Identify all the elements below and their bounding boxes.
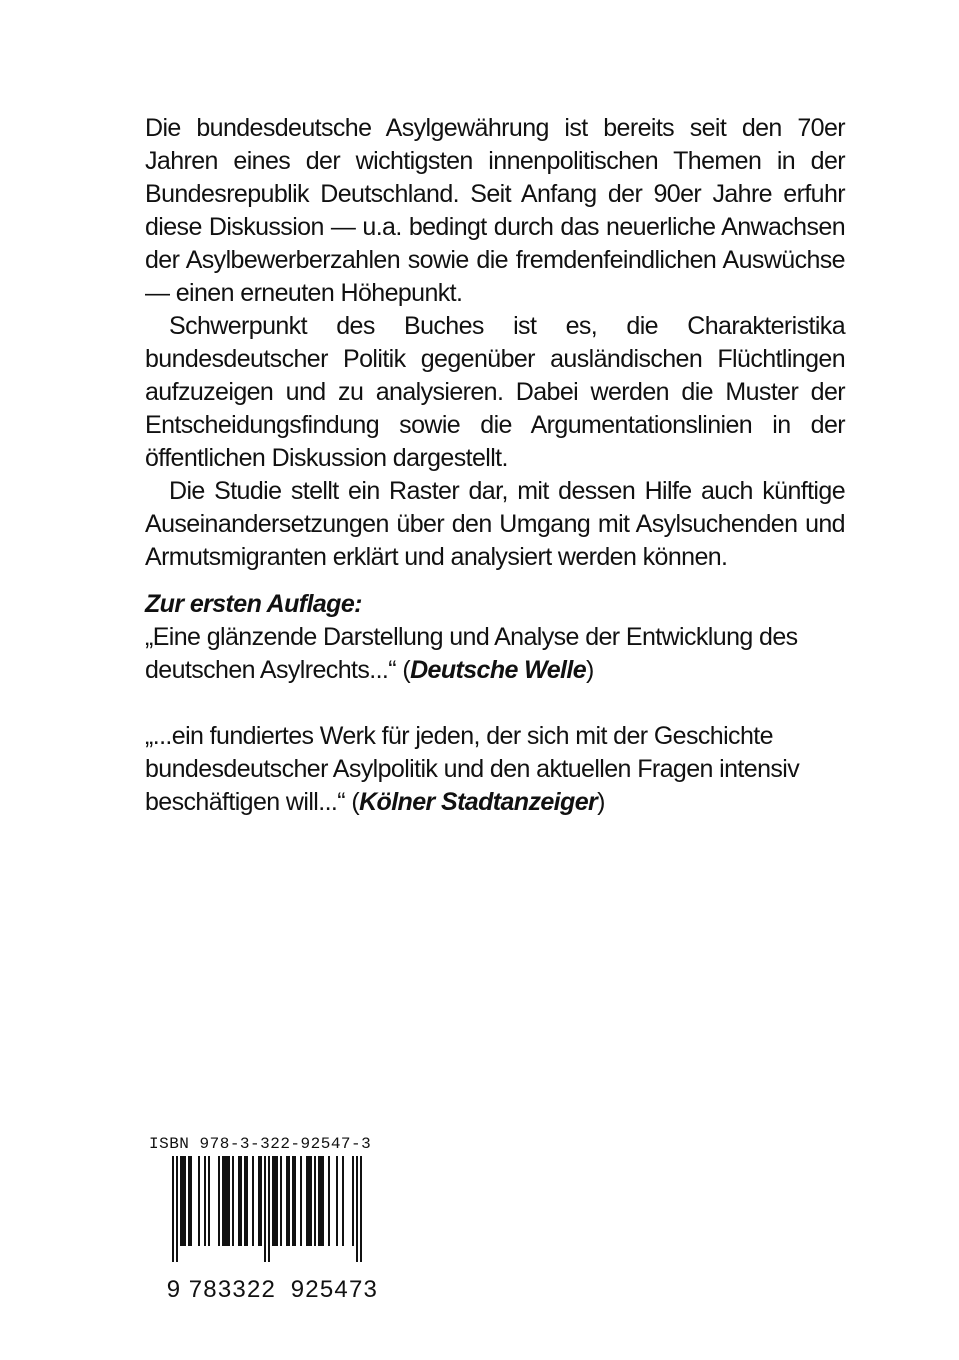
barcode-bar bbox=[246, 1156, 248, 1246]
review-source: Kölner Stadtanzeiger bbox=[359, 788, 598, 816]
barcode-bar bbox=[226, 1156, 228, 1246]
ean-left-group: 783322 bbox=[188, 1276, 277, 1303]
barcode-bar bbox=[182, 1156, 184, 1246]
barcode-bar bbox=[222, 1156, 224, 1246]
barcode-bar bbox=[306, 1156, 308, 1246]
description-paragraph-1: Die bundesdeutsche Asylgewährung ist bereits seit den 70er Jahren eines der wichtigsten innenpolitischen Themen in der Bundesrepublik Deutschland. Seit Anfang der 90er Jahre erfuhr diese Diskussion — u.a. bedingt durch das neuerliche Anwachsen der Asylbewerberzahlen sowie die fremdenfeindlichen Auswüchse — einen erneuten Höhepunkt. bbox=[145, 114, 845, 307]
isbn-label: ISBN 978-3-322-92547-3 bbox=[149, 1135, 372, 1153]
barcode-bar bbox=[318, 1156, 320, 1246]
barcode-bar bbox=[300, 1156, 302, 1246]
reviews-heading: Zur ersten Auflage: bbox=[145, 590, 362, 618]
review-quote-text: „Eine glänzende Darstellung und Analyse der Entwicklung des deutschen Asylrechts...“ ( bbox=[145, 623, 798, 684]
book-description bbox=[145, 112, 845, 574]
barcode-bar bbox=[224, 1156, 226, 1246]
barcode-bar bbox=[272, 1156, 274, 1246]
barcode-bar bbox=[238, 1156, 240, 1246]
barcode-bar bbox=[184, 1156, 186, 1246]
description-paragraph-2: Schwerpunkt des Buches ist es, die Charakteristika bundesdeutscher Politik gegenüber ausländischen Flüchtlingen aufzuzeigen und zu analysieren. Dabei werden die Muster der Entscheidungsfindung sowie die Argumentationslinien in der öffentlichen Diskussion dargestellt. bbox=[145, 312, 845, 472]
barcode-bar bbox=[276, 1156, 278, 1246]
barcode-bar bbox=[336, 1156, 338, 1246]
barcode-bar bbox=[180, 1156, 182, 1246]
barcode-bar bbox=[352, 1156, 354, 1246]
barcode-bar bbox=[190, 1156, 192, 1246]
review-quote-text: „...ein fundiertes Werk für jeden, der sich mit der Geschichte bundesdeutscher Asylpolitik und den aktuellen Fragen intensiv beschäftigen will...“ ( bbox=[145, 722, 800, 816]
ean-digits bbox=[151, 1248, 378, 1304]
ean-right-group: 925473 bbox=[290, 1276, 379, 1303]
review-source: Deutsche Welle bbox=[410, 656, 587, 684]
barcode-bar bbox=[308, 1156, 310, 1246]
barcode-bar bbox=[288, 1156, 290, 1246]
barcode-bar bbox=[322, 1156, 324, 1246]
barcode-bar bbox=[356, 1156, 358, 1262]
barcode-bar bbox=[208, 1156, 210, 1246]
barcode-bar bbox=[310, 1156, 312, 1246]
barcode-bar bbox=[232, 1156, 234, 1246]
barcode-bar bbox=[172, 1156, 174, 1262]
barcode-bar bbox=[342, 1156, 344, 1246]
barcode-bar bbox=[260, 1156, 262, 1246]
barcode-bar bbox=[320, 1156, 322, 1246]
barcode-bar bbox=[286, 1156, 288, 1246]
review-quote-1 bbox=[145, 621, 845, 687]
ean-first-digit: 9 bbox=[166, 1276, 182, 1303]
description-paragraph-3: Die Studie stellt ein Raster dar, mit dessen Hilfe auch künftige Auseinandersetzungen über den Umgang mit Asylsuchenden und Armutsmigranten erklärt und analysiert werden können. bbox=[145, 477, 845, 571]
barcode-bar bbox=[198, 1156, 200, 1246]
barcode-bar bbox=[188, 1156, 190, 1246]
review-close-paren: ) bbox=[586, 656, 594, 684]
reviews-section bbox=[145, 588, 845, 819]
barcode-bar bbox=[268, 1156, 270, 1262]
review-quote-2 bbox=[145, 720, 845, 819]
barcode-bar bbox=[292, 1156, 294, 1246]
barcode-bar bbox=[294, 1156, 296, 1246]
barcode-bar bbox=[240, 1156, 242, 1246]
barcode-bar bbox=[314, 1156, 316, 1246]
barcode-bar bbox=[274, 1156, 276, 1246]
barcode-bar bbox=[328, 1156, 330, 1246]
barcode-bar bbox=[176, 1156, 178, 1262]
barcode-bar bbox=[218, 1156, 220, 1246]
barcode-bar bbox=[360, 1156, 362, 1262]
barcode-bar bbox=[280, 1156, 282, 1246]
barcode-bar bbox=[244, 1156, 246, 1246]
barcode-bar bbox=[228, 1156, 230, 1246]
review-close-paren: ) bbox=[597, 788, 605, 816]
barcode-bar bbox=[264, 1156, 266, 1262]
barcode-bar bbox=[204, 1156, 206, 1246]
barcode-bar bbox=[258, 1156, 260, 1246]
barcode-bar bbox=[252, 1156, 254, 1246]
